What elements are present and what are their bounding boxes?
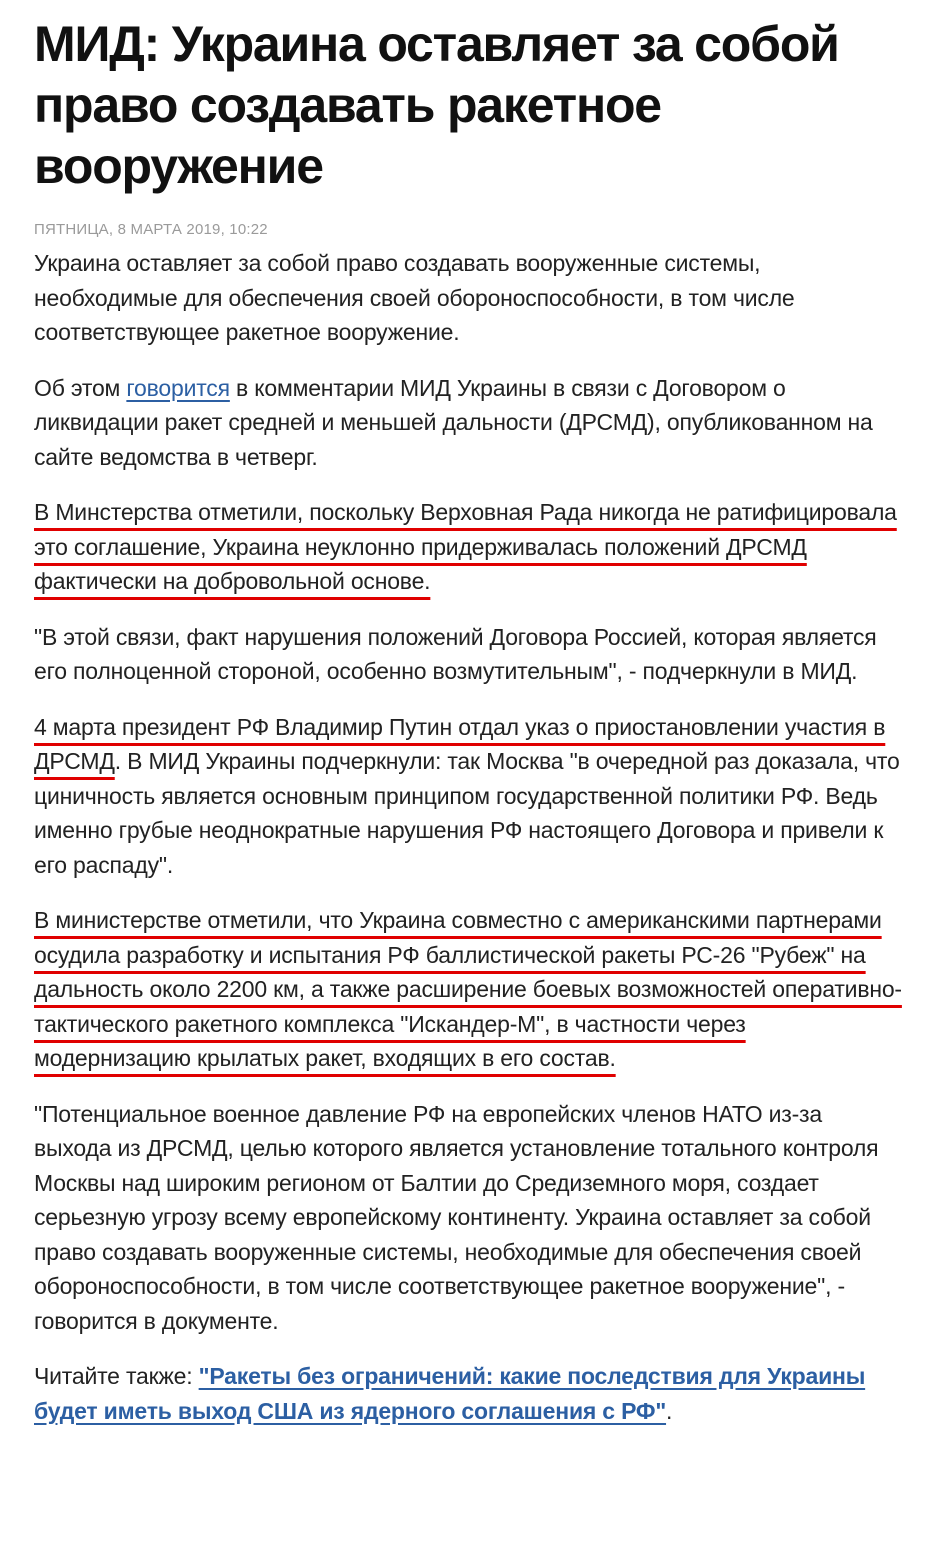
read-also-link[interactable]: "Ракеты без ограничений: какие последствия для Украины будет иметь выход США из ядерного соглашения с РФ" bbox=[34, 1363, 866, 1424]
article-date: ПЯТНИЦА, 8 МАРТА 2019, 10:22 bbox=[34, 221, 268, 238]
read-also bbox=[34, 1359, 904, 1428]
paragraph-2-before: Об этом bbox=[34, 374, 127, 401]
paragraph-6 bbox=[34, 903, 904, 1076]
source-link[interactable]: говорится bbox=[126, 374, 230, 401]
paragraph-7: "Потенциальное военное давление РФ на европейских членов НАТО из-за выхода из ДРСМД, целью которого является установление тотального контроля Москвы над широким регионом от Балтии до Средиземного моря, создает серьезную угрозу всему европейскому континенту. Украина оставляет за собой право создавать вооруженные системы, необходимые для обеспечения своей обороноспособности, в том числе соответствующее ракетное вооружение", - говорится в документе. bbox=[34, 1100, 879, 1334]
article-headline: МИД: Украина оставляет за собой право создавать ракетное вооружение bbox=[34, 16, 839, 194]
read-also-label: Читайте также: bbox=[34, 1363, 199, 1389]
highlighted-text: В Минстерства отметили, поскольку Верховная Рада никогда не ратифицировала это соглашение, Украина неуклонно придерживалась положений ДРСМД фактически на добровольной основе. bbox=[34, 499, 897, 594]
paragraph-5 bbox=[34, 710, 904, 883]
highlighted-text: 4 марта президент РФ Владимир Путин отдал указ о приостановлении участия в ДРСМД bbox=[34, 713, 886, 774]
paragraph-3 bbox=[34, 495, 904, 599]
paragraph-4: "В этой связи, факт нарушения положений Договора Россией, которая является его полноценной стороной, особенно возмутительным", - подчеркнули в МИД. bbox=[34, 623, 877, 684]
highlighted-text: В министерстве отметили, что Украина совместно с американскими партнерами осудила разработку и испытания РФ баллистической ракеты РС-26 "Рубеж" на дальность около 2200 км, а также расширение боевых возможностей оперативно-тактического ракетного комплекса "Искандер-М", в частности через модернизацию крылатых ракет, входящих в его состав. bbox=[34, 907, 902, 1071]
read-also-end: . bbox=[666, 1397, 673, 1424]
paragraph-5-rest: . В МИД Украины подчеркнули: так Москва "в очередной раз доказала, что циничность является основным принципом государственной политики РФ. Ведь именно грубые неоднократные нарушения РФ настоящего Договора и привели к его распаду". bbox=[34, 748, 900, 878]
paragraph-2 bbox=[34, 371, 904, 475]
paragraph-2-after: в комментарии МИД Украины в связи с Договором о ликвидации ракет средней и меньшей дальности (ДРСМД), опубликованном на сайте ведомства в четверг. bbox=[34, 374, 873, 470]
article bbox=[34, 14, 904, 1428]
paragraph-1: Украина оставляет за собой право создавать вооруженные системы, необходимые для обеспечения своей обороноспособности, в том числе соответствующее ракетное вооружение. bbox=[34, 250, 795, 345]
